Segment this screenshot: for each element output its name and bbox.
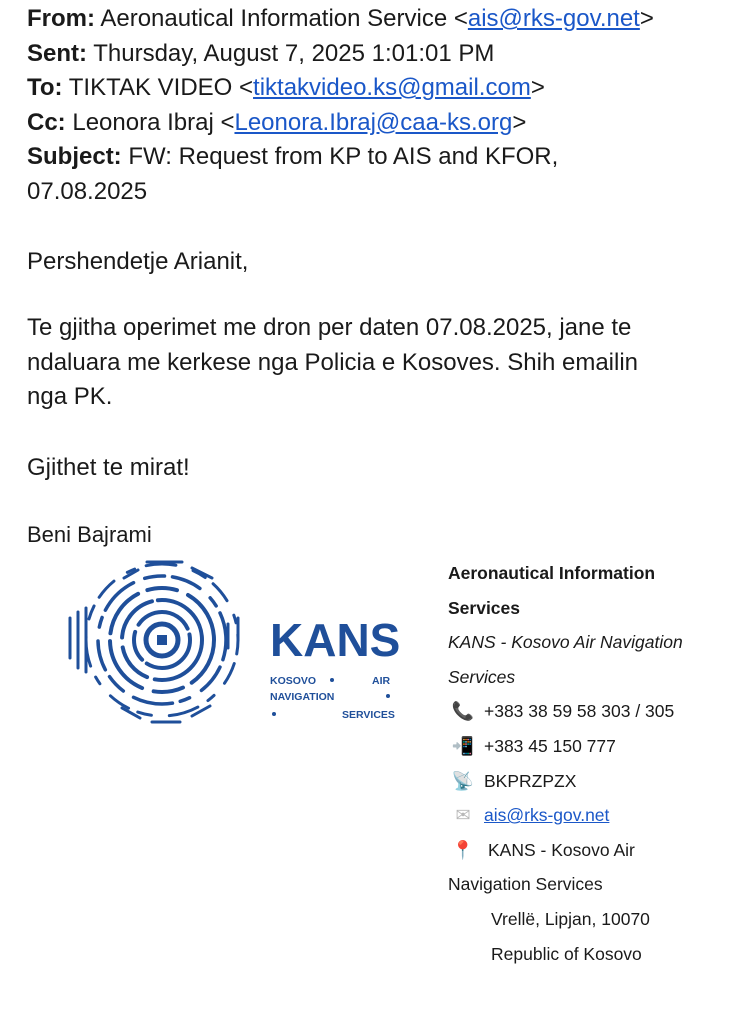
from-end: > bbox=[639, 5, 654, 32]
location-pin-icon: 📍 bbox=[451, 839, 475, 860]
kans-logo bbox=[52, 548, 412, 738]
logo-tag-services: SERVICES bbox=[342, 709, 395, 721]
to-label: To: bbox=[27, 74, 63, 101]
cc-end: > bbox=[512, 108, 527, 136]
envelope-icon: ✉ bbox=[455, 805, 471, 826]
to-end: > bbox=[530, 74, 545, 101]
sig-address-line-2: Navigation Services bbox=[448, 874, 603, 895]
sig-mobile-row bbox=[448, 729, 748, 764]
from-name: Aeronautical Information Service < bbox=[100, 5, 468, 32]
subject-label: Subject: bbox=[27, 143, 122, 170]
email-header bbox=[27, 2, 747, 209]
subject-line bbox=[27, 140, 747, 175]
from-email-link[interactable]: ais@rks-gov.net bbox=[467, 5, 640, 32]
to-name: TIKTAK VIDEO < bbox=[68, 74, 254, 101]
sig-email-link[interactable]: ais@rks-gov.net bbox=[484, 805, 610, 826]
logo-tag-kosovo: KOSOVO bbox=[270, 675, 317, 687]
cc-label: Cc: bbox=[27, 108, 66, 136]
sig-address-line-1: KANS - Kosovo Air bbox=[488, 839, 635, 860]
sig-address-row bbox=[448, 833, 748, 868]
sender-name: Beni Bajrami bbox=[27, 522, 152, 547]
greeting: Pershendetje Arianit, bbox=[27, 248, 249, 275]
sig-email-row bbox=[448, 798, 748, 833]
closing: Gjithet te mirat! bbox=[27, 454, 190, 481]
sig-address-line-4: Republic of Kosovo bbox=[491, 943, 642, 964]
sent-label: Sent: bbox=[27, 39, 87, 67]
to-email-link[interactable]: tiktakvideo.ks@gmail.com bbox=[253, 74, 531, 101]
from-label: From: bbox=[27, 5, 95, 32]
kans-logo-mark-icon bbox=[52, 548, 412, 738]
message-paragraph bbox=[27, 311, 727, 415]
logo-wordmark: KANS bbox=[270, 614, 401, 666]
sig-aftn-row bbox=[448, 764, 748, 799]
sig-org-line-1: Aeronautical Information bbox=[448, 563, 656, 583]
logo-tag-air: AIR bbox=[372, 675, 391, 687]
phone-icon: 📞 bbox=[451, 701, 475, 722]
sig-aftn: BKPRZPZX bbox=[484, 770, 577, 791]
to-line bbox=[27, 71, 747, 106]
message-line-2: ndaluara me kerkese nga Policia e Kosoves. Shih emailin bbox=[27, 348, 639, 376]
sig-company-line-2: Services bbox=[448, 666, 516, 687]
signature-block bbox=[448, 556, 748, 971]
sig-address-line-3: Vrellë, Lipjan, 10070 bbox=[491, 908, 650, 929]
subject-value-2: 07.08.2025 bbox=[27, 177, 148, 205]
sig-phone: +383 38 59 58 303 / 305 bbox=[484, 701, 675, 722]
satellite-dish-icon: 📡 bbox=[451, 770, 475, 791]
sent-line bbox=[27, 37, 747, 72]
sig-phone-row bbox=[448, 694, 748, 729]
message-line-3: nga PK. bbox=[27, 383, 113, 410]
logo-tag-navigation: NAVIGATION bbox=[270, 691, 335, 703]
cc-name: Leonora Ibraj < bbox=[72, 108, 235, 136]
sent-value: Thursday, August 7, 2025 1:01:01 PM bbox=[93, 39, 495, 67]
mobile-icon: 📲 bbox=[451, 735, 475, 756]
subject-value-1: FW: Request from KP to AIS and KFOR, bbox=[128, 143, 559, 170]
sig-company-line-1: KANS - Kosovo Air Navigation bbox=[448, 632, 683, 653]
sig-org-line-2: Services bbox=[448, 597, 521, 618]
from-line bbox=[27, 2, 747, 37]
cc-line bbox=[27, 106, 747, 141]
cc-email-link[interactable]: Leonora.Ibraj@caa-ks.org bbox=[234, 108, 513, 136]
sig-mobile: +383 45 150 777 bbox=[484, 735, 616, 756]
message-line-1: Te gjitha operimet me dron per daten 07.08.2025, jane te bbox=[27, 314, 632, 341]
